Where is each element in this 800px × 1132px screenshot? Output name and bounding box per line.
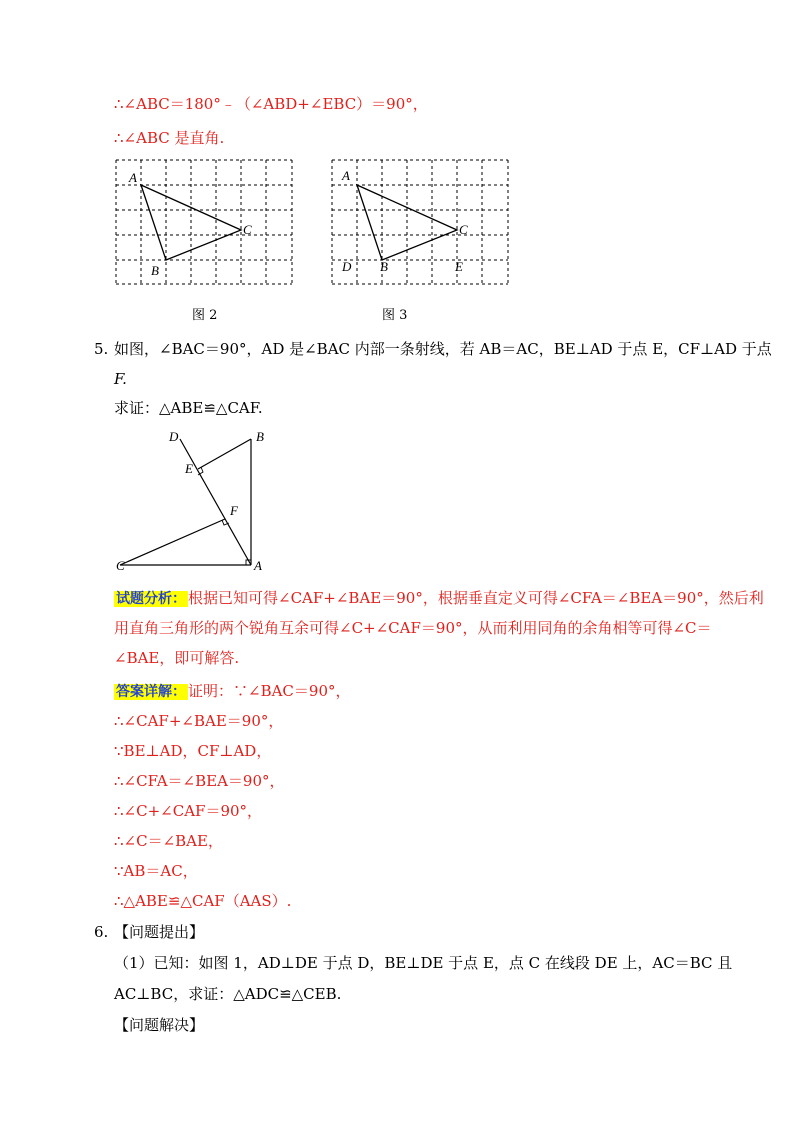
answer-step-4: ∴∠C+∠CAF＝90°， [114, 802, 263, 820]
answer-start: 证明：∵∠BAC＝90°， [188, 682, 351, 700]
fig2-label-a: A [129, 170, 137, 185]
figure-2 [114, 158, 294, 288]
q6-number: 6. [94, 923, 109, 941]
fig3-caption: 图 3 [382, 308, 408, 323]
answer-line-0 [114, 681, 351, 702]
q6-part1-line-1: （1）已知：如图 1，AD⊥DE 于点 D，BE⊥DE 于点 E，点 C 在线段 DE 上，AC＝BC 且 [114, 954, 733, 972]
q5-stem-line-2: F. [114, 370, 127, 388]
q5-label-c: C [116, 558, 125, 573]
q6-title: 【问题提出】 [114, 923, 205, 941]
answer-step-6: ∵AB＝AC， [114, 862, 198, 880]
q5-label-e: E [185, 461, 193, 476]
analysis-line-1 [114, 588, 764, 609]
fig2-caption: 图 2 [192, 308, 218, 323]
fig2-label-b: B [151, 263, 159, 278]
fig3-label-d: D [342, 259, 352, 274]
fig2-label-c: C [243, 222, 252, 237]
fig3-label-e: E [455, 259, 463, 274]
prev-line-2: ∴∠ABC 是直角. [114, 129, 225, 147]
q5-label-f: F [230, 503, 238, 518]
q5-prove: 求证：△ABE≌△CAF. [114, 399, 263, 417]
analysis-line-2: 用直角三角形的两个锐角互余可得∠C+∠CAF＝90°，从而利用同角的余角相等可得∠C＝ [114, 619, 712, 637]
fig3-label-b: B [380, 259, 388, 274]
q6-subtitle: 【问题解决】 [114, 1016, 205, 1034]
prev-line-1: ∴∠ABC＝180°﹣（∠ABD+∠EBC）＝90°， [114, 95, 428, 113]
answer-step-1: ∴∠CAF+∠BAE＝90°， [114, 712, 284, 730]
answer-step-7: ∴△ABE≌△CAF（AAS）. [114, 892, 292, 910]
q5-stem-line-1: 如图，∠BAC＝90°，AD 是∠BAC 内部一条射线，若 AB＝AC，BE⊥AD 于点 E，CF⊥AD 于点 [114, 340, 772, 358]
analysis-tag: 试题分析： [116, 591, 186, 607]
q6-part1-line-2: AC⊥BC，求证：△ADC≌△CEB. [114, 985, 342, 1003]
fig3-label-c: C [459, 222, 468, 237]
q5-label-d: D [169, 429, 179, 444]
q5-label-a: A [254, 558, 262, 573]
analysis-text-1: 根据已知可得∠CAF+∠BAE＝90°，根据垂直定义可得∠CFA＝∠BEA＝90°，然后利 [188, 589, 764, 607]
figure-3 [330, 158, 510, 288]
answer-step-3: ∴∠CFA＝∠BEA＝90°， [114, 772, 285, 790]
answer-tag: 答案详解： [116, 684, 186, 700]
answer-step-2: ∵BE⊥AD，CF⊥AD， [114, 742, 272, 760]
fig3-label-a: A [342, 168, 350, 183]
q5-figure [112, 425, 272, 575]
q5-label-b: B [256, 429, 264, 444]
analysis-line-3: ∠BAE，即可解答. [114, 649, 240, 667]
answer-step-5: ∴∠C＝∠BAE， [114, 832, 223, 850]
q5-number: 5. [94, 340, 109, 358]
